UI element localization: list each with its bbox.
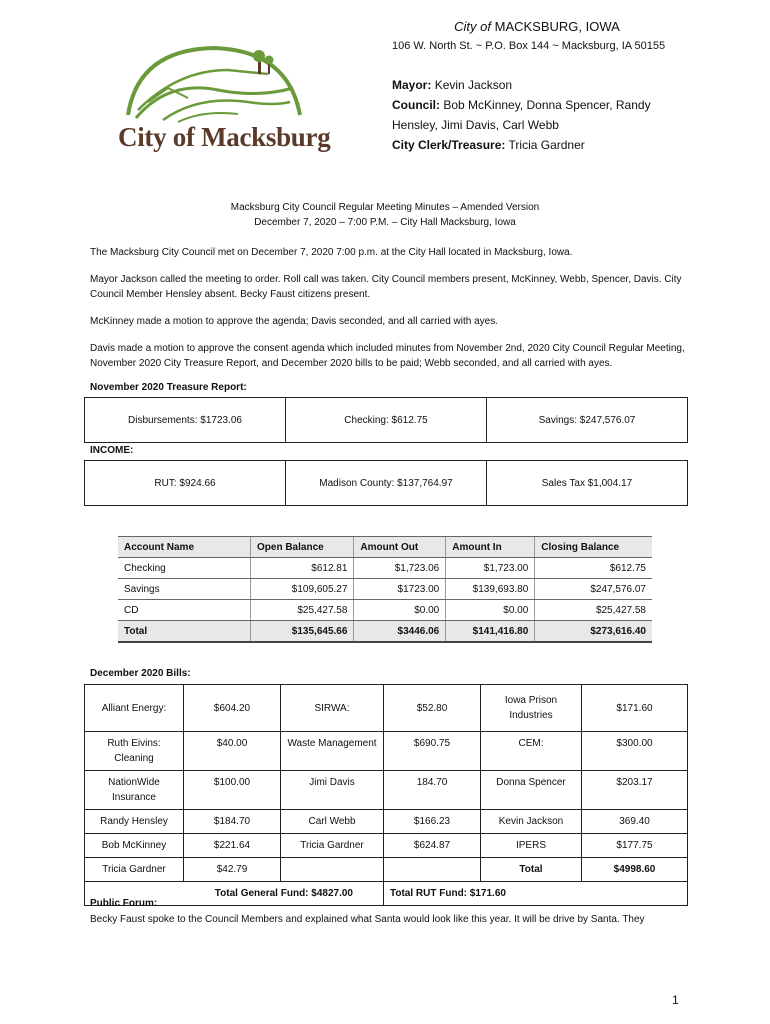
council-names: Bob McKinney, Donna Spencer, Randy Hensley, Jimi Davis, Carl Webb xyxy=(392,98,651,132)
bill-cell: Kevin Jackson xyxy=(481,810,582,834)
minutes-title-line2: December 7, 2020 – 7:00 P.M. – City Hall Macksburg, Iowa xyxy=(254,217,516,228)
account-cell: $612.75 xyxy=(535,558,652,579)
mayor-line xyxy=(392,75,672,95)
table-row xyxy=(85,732,688,771)
clerk-name: Tricia Gardner xyxy=(508,138,585,152)
bills-heading: December 2020 Bills: xyxy=(90,668,191,679)
mayor-label: Mayor: xyxy=(392,78,432,92)
col-amount-out: Amount Out xyxy=(354,537,446,558)
bill-cell: $221.64 xyxy=(184,834,281,858)
public-forum-heading: Public Forum: xyxy=(90,898,158,909)
bill-cell: $177.75 xyxy=(582,834,688,858)
account-total-cell: Total xyxy=(118,621,251,643)
bill-cell: $171.60 xyxy=(582,685,688,732)
paragraph-agenda-motion: McKinney made a motion to approve the agenda; Davis seconded, and all carried with ayes. xyxy=(90,316,499,327)
bill-cell: $166.23 xyxy=(384,810,481,834)
account-cell: Savings xyxy=(118,579,251,600)
clerk-line xyxy=(392,135,672,155)
city-prefix: City of xyxy=(454,19,491,34)
table-row xyxy=(85,771,688,810)
treasure-report-heading: November 2020 Treasure Report: xyxy=(90,382,247,393)
bill-cell: Jimi Davis xyxy=(281,771,384,810)
general-fund-total: Total General Fund: $4827.00 xyxy=(85,882,384,906)
income-madison-county: Madison County: $137,764.97 xyxy=(286,461,487,506)
income-sales-tax: Sales Tax $1,004.17 xyxy=(487,461,688,506)
bill-cell: Randy Hensley xyxy=(85,810,184,834)
page-number: 1 xyxy=(672,993,679,1007)
bill-cell: IPERS xyxy=(481,834,582,858)
bill-cell: Tricia Gardner xyxy=(281,834,384,858)
bill-cell: 184.70 xyxy=(384,771,481,810)
bill-cell: $624.87 xyxy=(384,834,481,858)
bill-cell xyxy=(384,858,481,882)
clerk-label: City Clerk/Treasure: xyxy=(392,138,506,152)
bill-cell: $4998.60 xyxy=(582,858,688,882)
city-heading xyxy=(392,19,682,34)
account-cell: $0.00 xyxy=(446,600,535,621)
account-total-row xyxy=(118,621,652,643)
bill-cell: Carl Webb xyxy=(281,810,384,834)
bill-cell: Iowa Prison Industries xyxy=(481,685,582,732)
bill-cell: $42.79 xyxy=(184,858,281,882)
bill-cell: Donna Spencer xyxy=(481,771,582,810)
table-row xyxy=(85,685,688,732)
bill-cell: SIRWA: xyxy=(281,685,384,732)
account-total-cell: $135,645.66 xyxy=(251,621,354,643)
city-name: MACKSBURG, IOWA xyxy=(494,19,620,34)
table-row xyxy=(85,810,688,834)
income-rut: RUT: $924.66 xyxy=(85,461,286,506)
bill-cell: 369.40 xyxy=(582,810,688,834)
col-open-balance: Open Balance xyxy=(251,537,354,558)
bill-cell: NationWide Insurance xyxy=(85,771,184,810)
bill-cell: $690.75 xyxy=(384,732,481,771)
minutes-title xyxy=(0,200,770,230)
account-table-header xyxy=(118,537,652,558)
account-cell: $1723.00 xyxy=(354,579,446,600)
treasure-report-table xyxy=(84,397,688,443)
minutes-title-line1: Macksburg City Council Regular Meeting Minutes – Amended Version xyxy=(230,202,540,213)
table-row xyxy=(85,858,688,882)
bill-cell: CEM: xyxy=(481,732,582,771)
bill-cell: Waste Management xyxy=(281,732,384,771)
bills-table xyxy=(84,684,688,906)
account-cell: $247,576.07 xyxy=(535,579,652,600)
bill-cell: Bob McKinney xyxy=(85,834,184,858)
bill-cell: $203.17 xyxy=(582,771,688,810)
paragraph-consent-motion: Davis made a motion to approve the consent agenda which included minutes from November 2nd, 2020 City Council Regular Meeting, November 2020 City Treasure Report, and December 2020 bills to be paid; Webb seconded, and all carried with ayes. xyxy=(90,343,685,369)
table-row xyxy=(118,579,652,600)
table-row xyxy=(85,834,688,858)
city-address: 106 W. North St. ~ P.O. Box 144 ~ Macksburg, IA 50155 xyxy=(392,40,666,52)
account-total-cell: $273,616.40 xyxy=(535,621,652,643)
rut-fund-total: Total RUT Fund: $171.60 xyxy=(384,882,688,906)
account-total-cell: $3446.06 xyxy=(354,621,446,643)
col-closing-balance: Closing Balance xyxy=(535,537,652,558)
income-heading: INCOME: xyxy=(90,445,134,456)
treasure-savings: Savings: $247,576.07 xyxy=(487,398,688,443)
table-row xyxy=(118,558,652,579)
mayor-name: Kevin Jackson xyxy=(434,78,513,92)
account-cell: $25,427.58 xyxy=(251,600,354,621)
bill-cell: $604.20 xyxy=(184,685,281,732)
table-row xyxy=(118,600,652,621)
bill-cell: $184.70 xyxy=(184,810,281,834)
account-cell: $1,723.06 xyxy=(354,558,446,579)
bill-cell: Total xyxy=(481,858,582,882)
account-cell: $0.00 xyxy=(354,600,446,621)
council-line xyxy=(392,95,672,135)
bill-cell: Tricia Gardner xyxy=(85,858,184,882)
public-forum-text: Becky Faust spoke to the Council Members and explained what Santa would look like this year. It will be drive by Santa. They xyxy=(90,914,645,925)
account-balances-table xyxy=(118,536,652,643)
col-amount-in: Amount In xyxy=(446,537,535,558)
account-cell: $25,427.58 xyxy=(535,600,652,621)
treasure-disbursements: Disbursements: $1723.06 xyxy=(85,398,286,443)
treasure-checking: Checking: $612.75 xyxy=(286,398,487,443)
col-account-name: Account Name xyxy=(118,537,251,558)
account-total-cell: $141,416.80 xyxy=(446,621,535,643)
account-cell: Checking xyxy=(118,558,251,579)
account-cell: $109,605.27 xyxy=(251,579,354,600)
paragraph-meeting-location: The Macksburg City Council met on December 7, 2020 7:00 p.m. at the City Hall located in Macksburg, Iowa. xyxy=(90,247,573,258)
officials-block xyxy=(392,75,672,155)
bill-cell: $300.00 xyxy=(582,732,688,771)
bill-cell: $52.80 xyxy=(384,685,481,732)
bill-cell: Alliant Energy: xyxy=(85,685,184,732)
account-cell: CD xyxy=(118,600,251,621)
bill-cell xyxy=(281,858,384,882)
paragraph-roll-call: Mayor Jackson called the meeting to order. Roll call was taken. City Council members present, McKinney, Webb, Spencer, Davis. City Council Member Hensley absent. Becky Faust citizens present. xyxy=(90,274,682,300)
account-cell: $139,693.80 xyxy=(446,579,535,600)
bill-cell: $100.00 xyxy=(184,771,281,810)
income-table xyxy=(84,460,688,506)
account-cell: $1,723.00 xyxy=(446,558,535,579)
council-label: Council: xyxy=(392,98,440,112)
bill-cell: $40.00 xyxy=(184,732,281,771)
bill-cell: Ruth Eivins: Cleaning xyxy=(85,732,184,771)
account-cell: $612.81 xyxy=(251,558,354,579)
fund-totals-row xyxy=(85,882,688,906)
logo-wordmark: City of Macksburg xyxy=(118,122,331,152)
